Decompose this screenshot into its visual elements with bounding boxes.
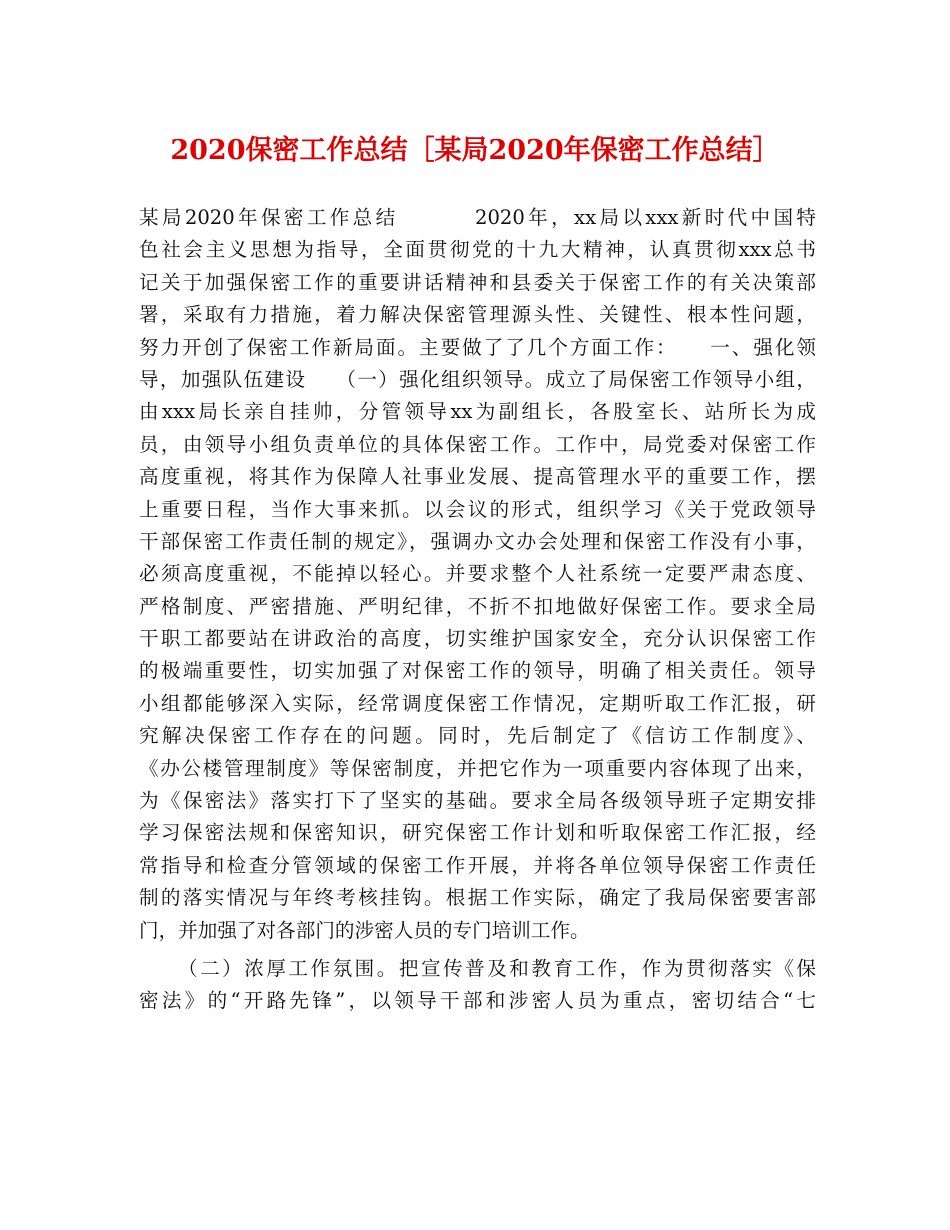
text-line: 某局2020年保密工作总结 2020年，xx局以xxx新时代中国特	[139, 206, 816, 229]
text-line: 必须高度重视，不能掉以轻心。并要求整个人社系统一定要严肃态度、	[139, 562, 816, 586]
text-line: 记关于加强保密工作的重要讲话精神和县委关于保密工作的有关决策部	[139, 270, 816, 294]
text-line: 严格制度、严密措施、严明纪律，不折不扣地做好保密工作。要求全局	[139, 594, 816, 618]
text-line: 色社会主义思想为指导，全面贯彻党的十九大精神，认真贯彻xxx总书	[139, 238, 816, 262]
text-line: 常指导和检查分管领域的保密工作开展，并将各单位领导保密工作责任	[139, 853, 816, 877]
text-line: 小组都能够深入实际，经常调度保密工作情况，定期听取工作汇报，研	[139, 691, 816, 715]
document-title: 2020保密工作总结［某局2020年保密工作总结］	[170, 135, 780, 166]
text-line: 制的落实情况与年终考核挂钩。根据工作实际，确定了我局保密要害部	[139, 886, 816, 910]
text-line: 门，并加强了对各部门的涉密人员的专门培训工作。	[139, 918, 590, 942]
text-line: 的极端重要性，切实加强了对保密工作的领导，明确了相关责任。领导	[139, 659, 816, 683]
text-line: 署，采取有力措施，着力解决保密管理源头性、关键性、根本性问题，	[139, 303, 816, 327]
paragraph-1	[139, 202, 816, 947]
text-line: 高度重视，将其作为保障人社事业发展、提高管理水平的重要工作，摆	[139, 465, 816, 489]
text-line: 员，由领导小组负责单位的具体保密工作。工作中，局党委对保密工作	[139, 432, 816, 456]
text-line: 究解决保密工作存在的问题。同时，先后制定了《信访工作制度》、	[139, 724, 816, 748]
text-line: 密法》的“开路先锋”，以领导干部和涉密人员为重点，密切结合“七	[139, 989, 816, 1013]
text-line: 《办公楼管理制度》等保密制度，并把它作为一项重要内容体现了出来，	[139, 756, 816, 780]
text-line: 由xxx局长亲自挂帅，分管领导xx为副组长，各股室长、站所长为成	[139, 400, 816, 424]
text-line: 为《保密法》落实打下了坚实的基础。要求全局各级领导班子定期安排	[139, 789, 816, 813]
text-line: 干部保密工作责任制的规定》，强调办文办会处理和保密工作没有小事，	[139, 529, 816, 553]
text-line: 上重要日程，当作大事来抓。以会议的形式，组织学习《关于党政领导	[139, 497, 816, 521]
paragraph-2	[139, 953, 816, 1018]
document-body	[139, 202, 816, 1018]
text-line: 努力开创了保密工作新局面。主要做了了几个方面工作： 一、强化领	[139, 335, 816, 359]
text-line: （二）浓厚工作氛围。把宣传普及和教育工作，作为贯彻落实《保	[178, 956, 816, 980]
text-line: 干职工都要站在讲政治的高度，切实维护国家安全，充分认识保密工作	[139, 627, 816, 651]
text-line: 学习保密法规和保密知识，研究保密工作计划和听取保密工作汇报，经	[139, 821, 816, 845]
text-line: 导，加强队伍建设 （一）强化组织领导。成立了局保密工作领导小组，	[139, 367, 816, 391]
